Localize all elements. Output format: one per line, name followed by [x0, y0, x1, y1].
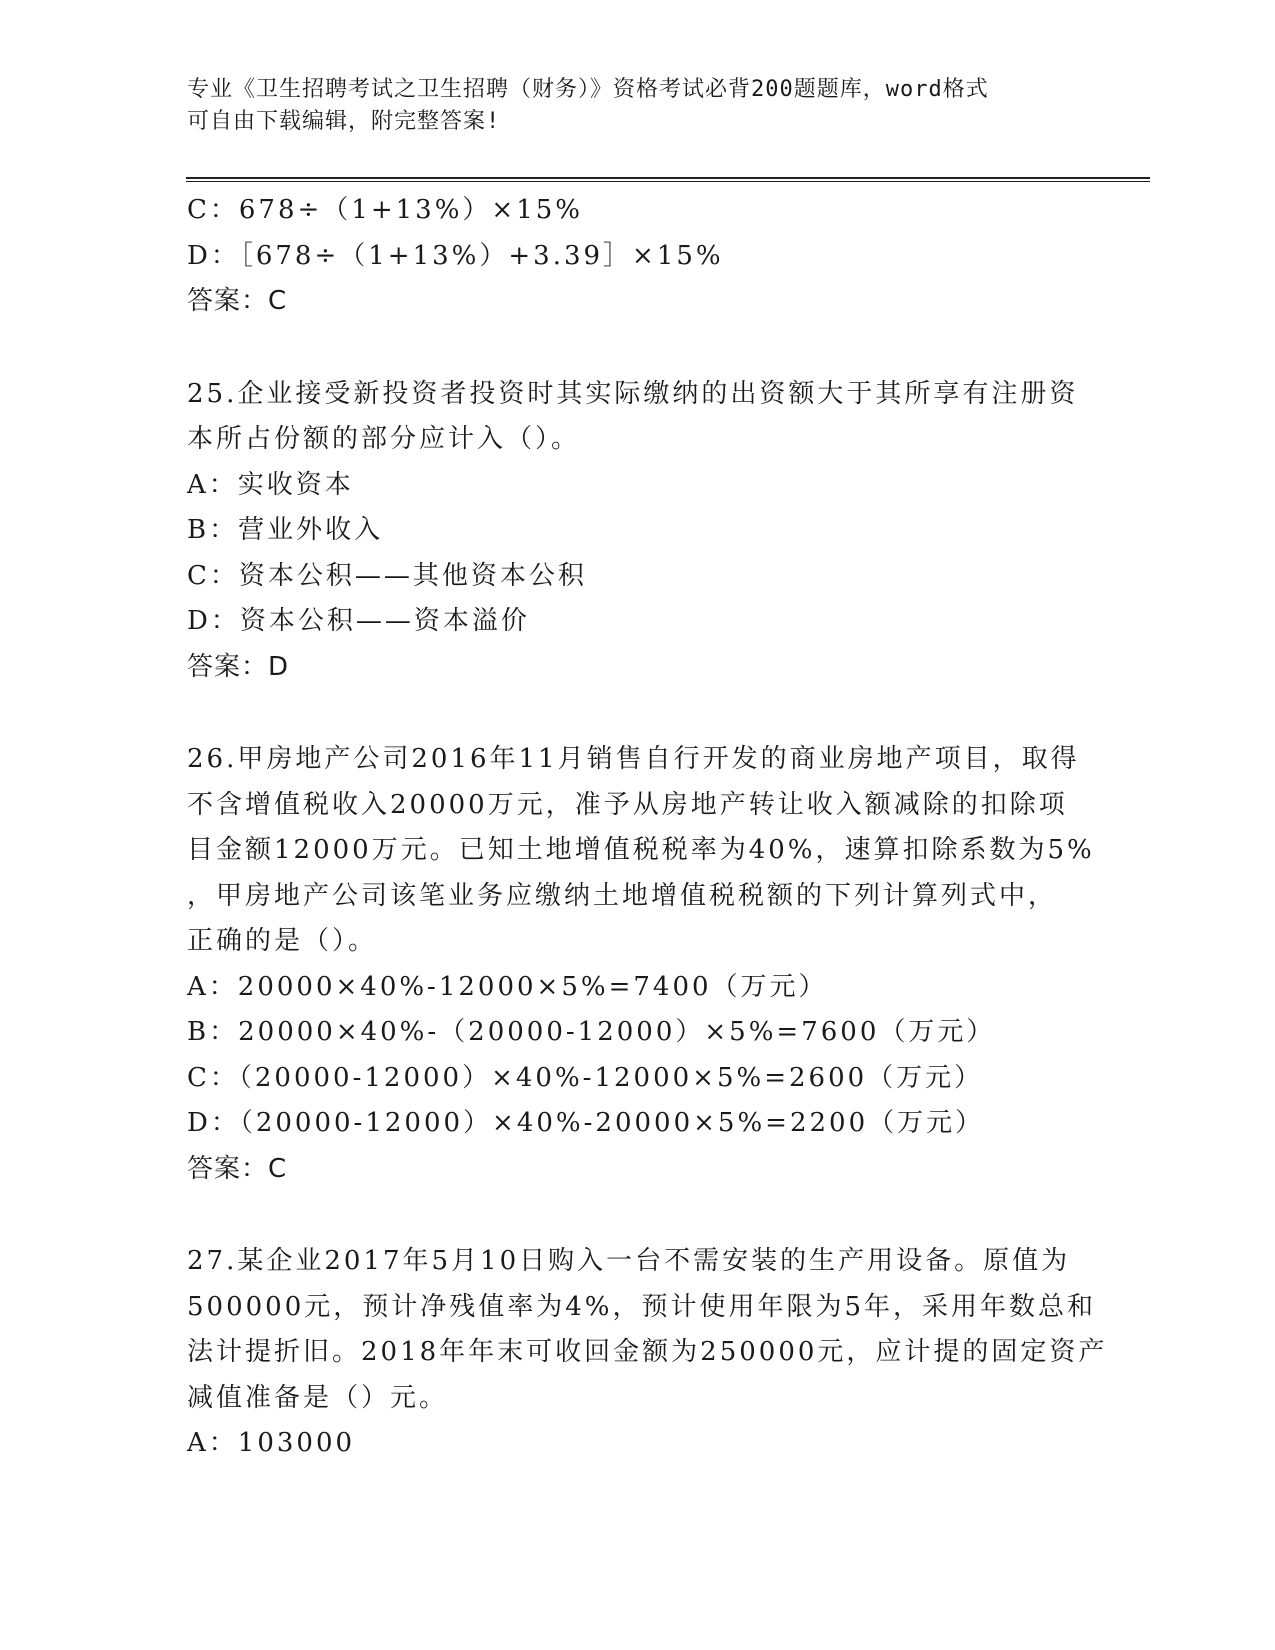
question-25-stem: 25.企业接受新投资者投资时其实际缴纳的出资额大于其所享有注册资	[187, 378, 1079, 409]
question-27-stem: 减值准备是（）元。	[187, 1382, 449, 1413]
question-25-answer: 答案：D	[187, 651, 290, 682]
option-d: D：［678÷（1+13%）+3.39］×15%	[187, 240, 724, 271]
question-25-option-d: D：资本公积——资本溢价	[187, 606, 530, 636]
question-25-option-b: B：营业外收入	[187, 515, 384, 545]
header-divider	[186, 177, 1150, 179]
option-c: C：678÷（1+13%）×15%	[187, 195, 583, 225]
question-25-option-a: A：实收资本	[187, 469, 354, 500]
question-26-option-a: A：20000×40%-12000×5%=7400（万元）	[187, 971, 828, 1002]
spacer	[187, 1192, 1087, 1239]
spacer	[187, 690, 1087, 737]
question-content	[187, 188, 1108, 1467]
question-26-option-c: C：（20000-12000）×40%-12000×5%=2600（万元）	[187, 1062, 984, 1093]
question-27-stem: 27.某企业2017年5月10日购入一台不需安装的生产用设备。原值为	[187, 1246, 1071, 1276]
header-title-line-1: 专业《卫生招聘考试之卫生招聘（财务）》资格考试必背200题题库，word格式	[187, 77, 989, 102]
question-27-stem: 500000元，预计净残值率为4%，预计使用年限为5年，采用年数总和	[187, 1291, 1097, 1322]
question-25-stem: 本所占份额的部分应计入（）。	[187, 424, 581, 454]
header-divider-thin	[186, 181, 1150, 182]
document-header	[187, 74, 1087, 138]
question-26-stem: 26.甲房地产公司2016年11月销售自行开发的商业房地产项目，取得	[187, 744, 1080, 774]
question-26-stem: 不含增值税收入20000万元，准予从房地产转让收入额减除的扣除项	[187, 789, 1068, 820]
spacer	[187, 325, 1087, 372]
question-27-option-a: A：103000	[187, 1428, 356, 1458]
question-25-option-c: C：资本公积——其他资本公积	[187, 560, 587, 591]
question-26-stem: 正确的是（）。	[187, 926, 378, 956]
header-title-line-2: 可自由下载编辑，附完整答案!	[187, 109, 501, 134]
question-27-stem: 法计提折旧。2018年年末可收回金额为250000元，应计提的固定资产	[187, 1337, 1108, 1367]
question-26-stem: ，甲房地产公司该笔业务应缴纳土地增值税税额的下列计算列式中，	[187, 880, 1058, 911]
question-26-stem: 目金额12000万元。已知土地增值税税率为40%，速算扣除系数为5%	[187, 835, 1095, 865]
question-26-option-d: D：（20000-12000）×40%-20000×5%=2200（万元）	[187, 1108, 985, 1138]
question-26-answer: 答案：C	[187, 1153, 288, 1184]
answer-line: 答案：C	[187, 286, 288, 316]
question-26-option-b: B：20000×40%-（20000-12000）×5%=7600（万元）	[187, 1017, 996, 1047]
